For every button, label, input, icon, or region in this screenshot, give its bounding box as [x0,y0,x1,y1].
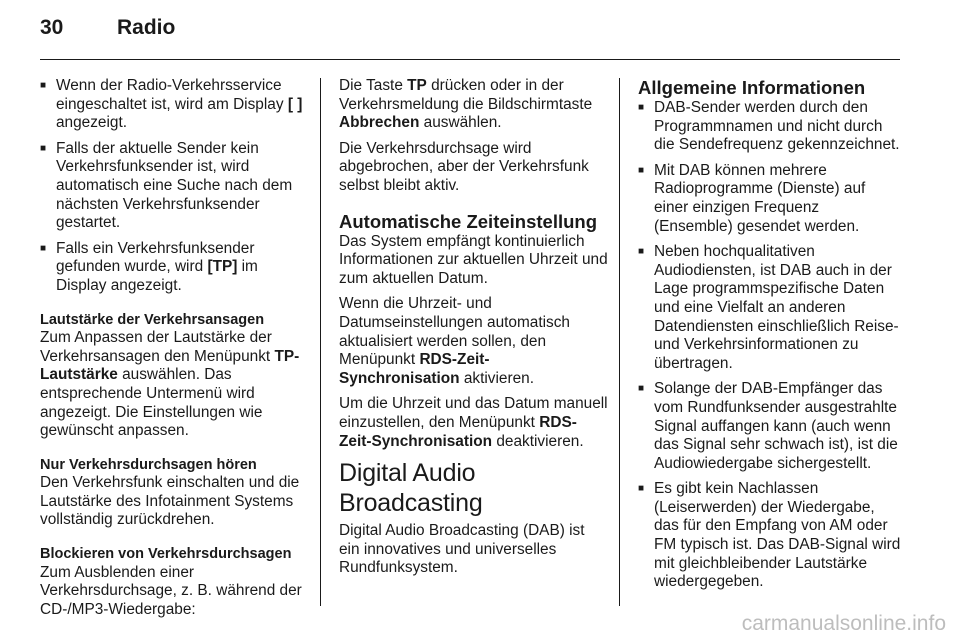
bullet-text: DAB-Sender werden durch den Programmnamen und nicht durch die Sendefrequenz gekennzeichnet. [654,99,900,154]
heading-dab: Digital Audio Broadcasting [339,459,483,518]
paragraph: Den Verkehrsfunk einschalten und die Lautstärke des Infotainment Systems vollständig zurückdrehen. [40,474,300,529]
column-2 [339,77,609,585]
bullet-icon: ■ [638,102,645,113]
column-divider-1 [320,78,321,606]
watermark: carmanualsonline.info [741,612,946,635]
bullet-text: Mit DAB können mehrere Radioprogramme (Dienste) auf einer einzigen Frequenz (Ensemble) gesendet werden. [654,161,866,235]
bullet-item [638,243,902,373]
paragraph: Zum Ausblenden einer Verkehrsdurchsage, z. B. während der CD-/MP3-Wiedergabe: [40,563,302,618]
bullet-item [638,99,902,155]
bullet-item [40,77,308,133]
column-divider-2 [619,78,620,606]
bullet-text: Neben hochqualitativen Audiodiensten, ist DAB auch in der Lage programmspezifische Daten und eine Vielfalt an anderen Datendiensten einschließlich Reise- und Verkehrsinformationen zu übertragen. [654,243,899,372]
bullet-item [40,140,308,233]
bullet-item [638,380,902,473]
paragraph: Zum Anpassen der Lautstärke der Verkehrsansagen den Menüpunkt TP-Lautstärke auswählen. Das entsprechende Untermenü wird angezeigt. Die Einstellungen wie gewünscht anpassen. [40,329,300,440]
page-number: 30 [40,16,64,39]
subheading-nur-verkehrsdurchsagen: Nur Verkehrsdurchsagen hören [40,456,257,473]
bullet-icon: ■ [638,246,645,258]
bullet-icon: ■ [638,383,645,395]
paragraph: Digital Audio Broadcasting (DAB) ist ein innovatives und universelles Rundfunksystem. [339,522,585,577]
bullet-item [40,240,308,296]
column-3 [638,77,902,599]
bullet-text: Falls der aktuelle Sender kein Verkehrsfunksender ist, wird automatisch eine Suche nach dem nächsten Verkehrsfunksender gestartet. [56,139,293,232]
bullet-icon: ■ [638,164,645,176]
section-title: Radio [117,16,176,39]
subheading-lautstaerke: Lautstärke der Verkehrsansagen [40,311,265,328]
bullet-icon: ■ [40,242,47,254]
paragraph: Die Verkehrsdurchsage wird abgebrochen, aber der Verkehrsfunk selbst bleibt aktiv. [339,139,589,194]
bullet-item [638,162,902,236]
bullet-item [638,480,902,592]
heading-zeiteinstellung: Automatische Zeiteinstellung [339,210,598,232]
paragraph: Wenn die Uhrzeit- und Datumseinstellungen automatisch aktualisiert werden sollen, den Menüpunkt RDS-Zeit-Synchronisation aktivieren. [339,295,570,387]
paragraph: Das System empfängt kontinuierlich Informationen zur aktuellen Uhrzeit und zum aktuellen Datum. [339,232,608,287]
bullet-text: Es gibt kein Nachlassen (Leiserwerden) der Wiedergabe, das für den Empfang von AM oder FM typisch ist. Das DAB-Signal wird mit gleichbleibender Lautstärke wiedergegeben. [654,480,901,591]
header-rule [40,59,900,60]
bullet-text: Solange der DAB-Empfänger das vom Rundfunksender ausgestrahlte Signal auffangen kann (auch wenn das Signal sehr schwach ist), ist die Audiowiedergabe sichergestellt. [654,380,898,472]
bullet-text: Wenn der Radio-Verkehrsservice eingeschaltet ist, wird am Display [ ] angezeigt. [56,77,303,132]
column-1 [40,77,308,626]
bullet-text: Falls ein Verkehrsfunksender gefunden wurde, wird [TP] im Display angezeigt. [56,239,258,294]
bullet-icon: ■ [638,483,645,495]
paragraph: Die Taste TP drücken oder in der Verkehrsmeldung die Bildschirmtaste Abbrechen auswählen. [339,77,593,132]
subheading-blockieren: Blockieren von Verkehrsdurchsagen [40,546,292,563]
bullet-icon: ■ [40,80,47,91]
paragraph: Um die Uhrzeit und das Datum manuell einzustellen, den Menüpunkt RDS-Zeit-Synchronisation deaktivieren. [339,395,608,450]
heading-allgemeine-informationen: Allgemeine Informationen [638,77,866,98]
bullet-icon: ■ [40,142,47,154]
